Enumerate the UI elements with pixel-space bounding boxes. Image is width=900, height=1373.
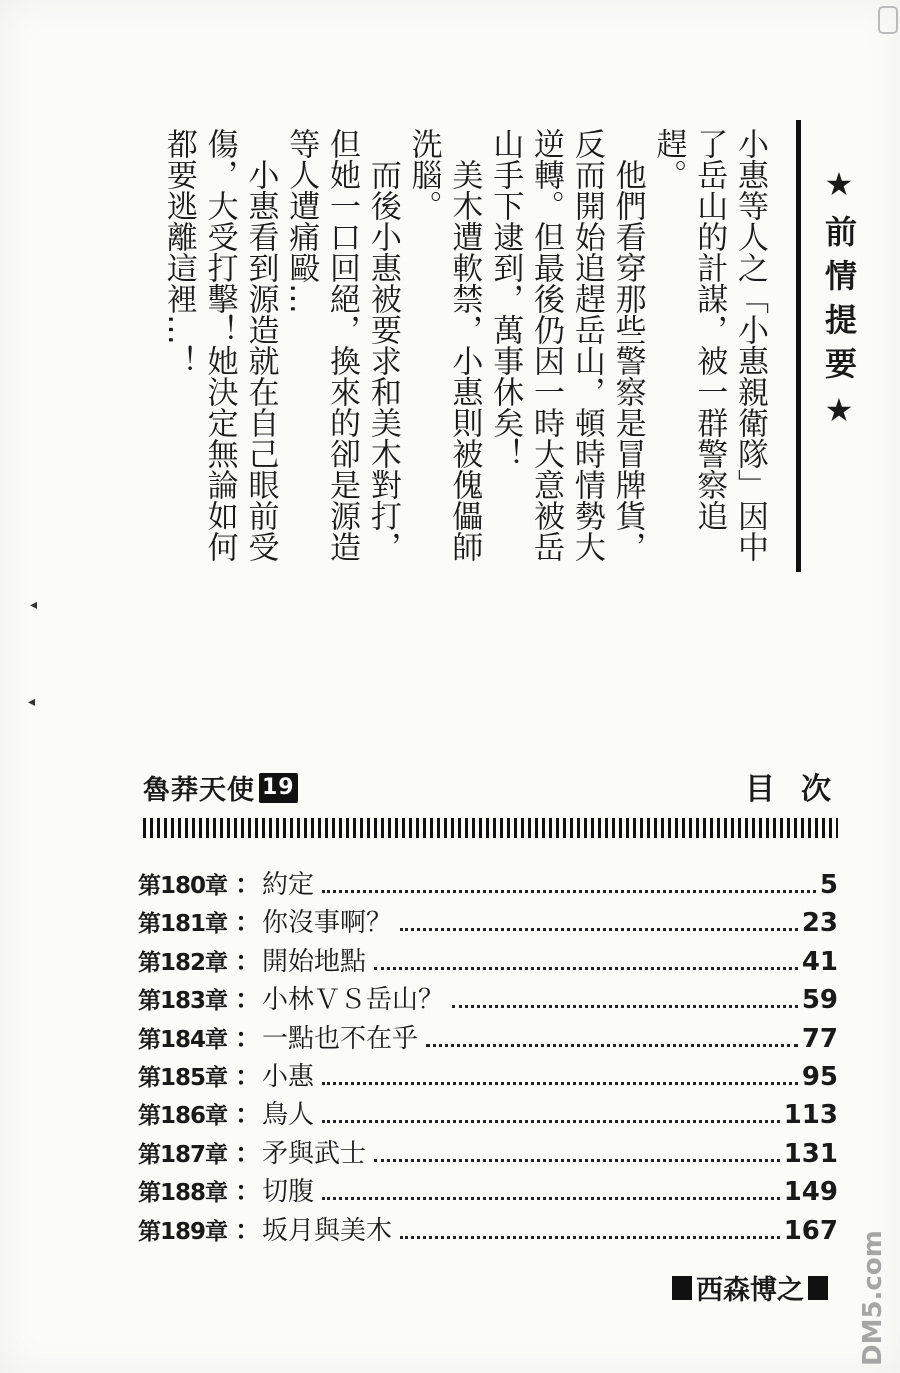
page-number: 23 [801,908,838,939]
page-number: 5 [819,870,838,900]
page-number: 167 [783,1215,838,1246]
leader-dots [452,1004,798,1008]
page-number: 59 [801,985,838,1016]
chapter-colon: ： [234,1215,261,1246]
toc-row [138,1018,838,1056]
square-icon [672,1276,692,1300]
contents-label: 目次 [745,772,857,807]
toc-row [138,941,838,979]
page-number: 149 [783,1177,838,1208]
volume-badge: 19 [259,773,298,803]
chapter-title: 開始地點 [262,946,367,977]
leader-dots [374,966,798,970]
toc-row [138,1171,838,1209]
synopsis-paragraph: 小惠看到源造就在自己眼前受傷，大受打擊！她決定無論如何都要逃離這裡…！ [160,128,279,562]
chapter-colon: ： [234,870,261,900]
toc-row [138,1094,838,1132]
author-name: 西森博之 [696,1275,804,1306]
page-number: 41 [801,946,838,977]
chapter-number: 第189章 [138,1218,228,1245]
toc-row [138,864,838,902]
synopsis-paragraph: 美木遭軟禁，小惠則被傀儡師洗腦。 [405,128,483,562]
chapter-title: 切腹 [262,1177,315,1208]
chapter-number: 第187章 [138,1141,228,1168]
watermark-logo: DM5.com [858,1230,888,1366]
leader-dots [322,1196,780,1200]
chapter-title: 鳥人 [262,1100,315,1131]
page-number: 131 [783,1138,838,1169]
book-title [143,768,298,807]
synopsis-heading: ★前情提要★ [820,165,858,441]
chapter-title: 坂月與美木 [262,1215,393,1246]
chapter-title: 矛與武士 [262,1138,367,1169]
chapter-number: 第184章 [138,1026,228,1053]
chapter-number: 第182章 [138,949,228,976]
synopsis-body [110,128,770,578]
toc-row [138,1056,838,1094]
page-number: 95 [801,1061,838,1092]
chapter-title: 一點也不在乎 [262,1023,419,1054]
leader-dots [426,1043,798,1047]
synopsis-paragraph: 而後小惠被要求和美木對打，但她一口回絕，換來的卻是源造等人遭痛毆… [283,128,401,562]
chapter-colon: ： [234,908,261,939]
synopsis-divider [796,120,801,572]
chapter-number: 第180章 [138,873,228,899]
toc-row [138,902,838,940]
chapter-colon: ： [234,985,261,1016]
book-title-text: 魯莽天使 [143,775,255,806]
chapter-number: 第185章 [138,1064,228,1091]
chapter-number: 第183章 [138,988,228,1015]
page-number: 77 [801,1023,838,1054]
chapter-colon: ： [234,1061,261,1092]
table-of-contents [138,864,838,1248]
leader-dots [374,1158,780,1162]
chapter-number: 第186章 [138,1103,228,1130]
scan-mark: ◂ [30,597,38,613]
leader-dots [322,1081,798,1085]
chapter-title: 小惠 [262,1061,315,1092]
synopsis-paragraph: 他們看穿那些警察是冒牌貨，反而開始追趕岳山，頓時情勢大逆轉。但最後仍因一時大意被岳山手下逮到，萬事休矣！ [487,128,646,562]
square-icon [808,1276,828,1300]
corner-logo-icon [878,6,898,34]
chapter-title: 小林ＶＳ岳山？ [262,985,445,1016]
decorative-rule [143,818,838,838]
chapter-number: 第181章 [138,911,228,938]
leader-dots [400,1235,780,1239]
chapter-colon: ： [234,1177,261,1208]
chapter-colon: ： [234,1023,261,1054]
synopsis-paragraph: 小惠等人之「小惠親衛隊」因中了岳山的計謀，被一群警察追趕。 [650,128,768,562]
toc-row [138,1210,838,1248]
toc-row [138,1133,838,1171]
chapter-colon: ： [234,1100,261,1131]
scan-mark: ◂ [28,694,36,710]
chapter-title: 約定 [262,870,315,900]
chapter-colon: ： [234,1138,261,1169]
chapter-colon: ： [234,946,261,977]
leader-dots [322,1119,780,1123]
leader-dots [322,889,816,893]
leader-dots [400,927,798,931]
chapter-title: 你沒事啊？ [262,908,393,939]
page-number: 113 [783,1100,838,1131]
chapter-number: 第188章 [138,1180,228,1207]
author-credit [668,1268,832,1307]
toc-row [138,979,838,1017]
